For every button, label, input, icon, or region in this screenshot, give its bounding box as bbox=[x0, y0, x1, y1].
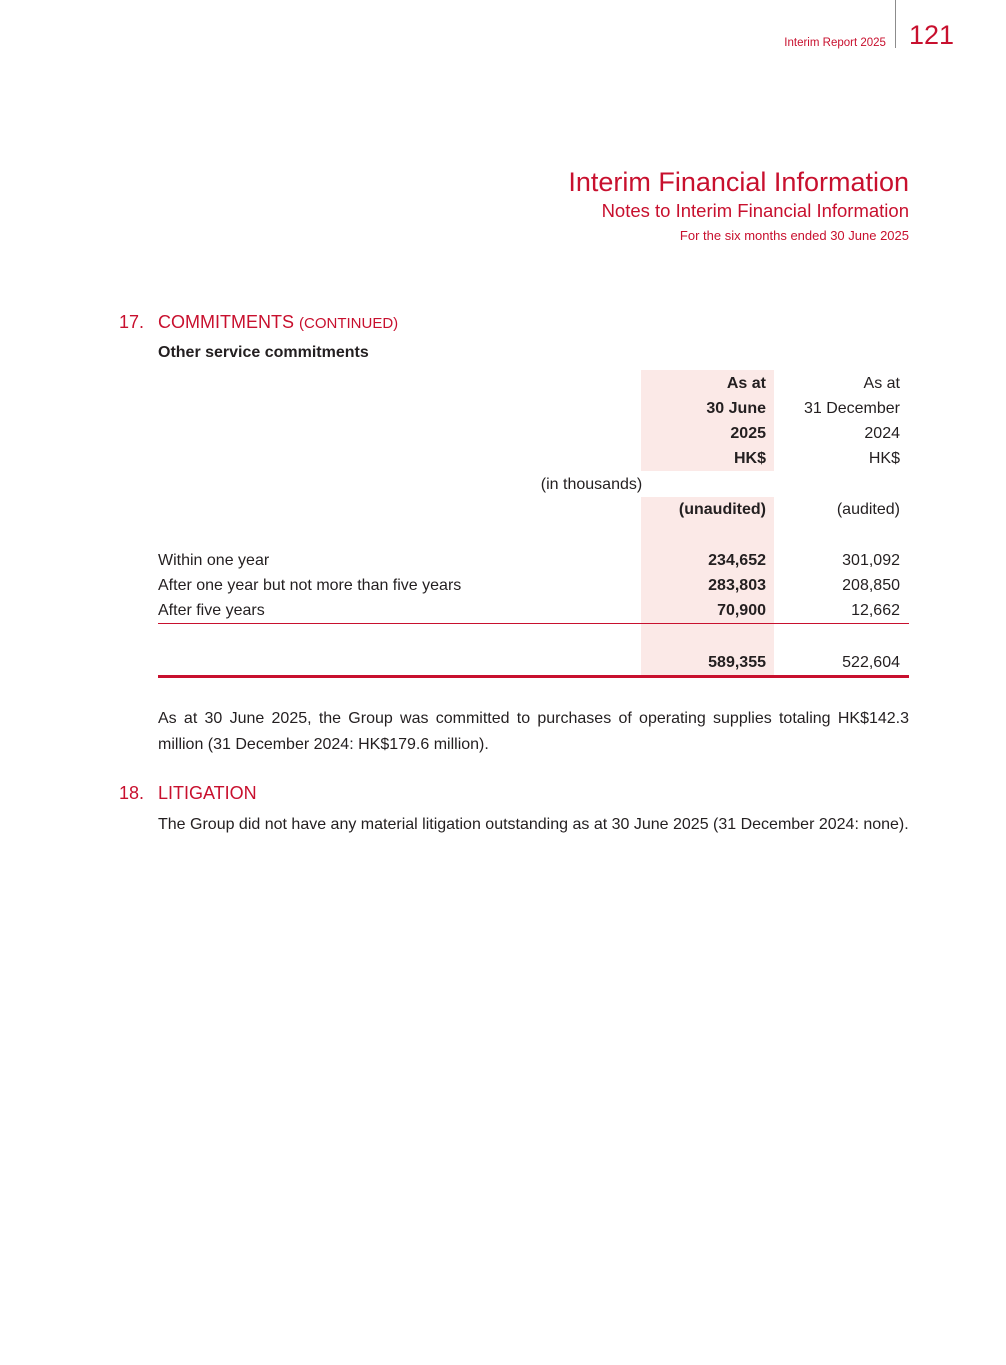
row-current-value: 70,900 bbox=[717, 602, 766, 619]
commitments-table bbox=[158, 370, 909, 680]
row-label: After one year but not more than five years bbox=[158, 577, 462, 594]
total-current-value: 589,355 bbox=[708, 654, 766, 671]
row-prior-value: 12,662 bbox=[851, 602, 900, 619]
row-label: Within one year bbox=[158, 552, 270, 569]
total-prior-value: 522,604 bbox=[842, 654, 900, 671]
note-18-title: LITIGATION bbox=[158, 783, 257, 803]
note-17-title: COMMITMENTS bbox=[158, 312, 294, 332]
note-18-paragraph: The Group did not have any material litigation outstanding as at 30 June 2025 (31 December 2024: none). bbox=[158, 816, 909, 833]
col-current-currency: HK$ bbox=[733, 450, 766, 467]
unit-label: (in thousands) bbox=[540, 476, 643, 493]
col-prior-line1: As at bbox=[863, 375, 900, 392]
row-prior-value: 208,850 bbox=[842, 577, 900, 594]
section-subtitle: Notes to Interim Financial Information bbox=[601, 200, 909, 221]
col-current-line3: 2025 bbox=[730, 425, 766, 442]
col-prior-line3: 2024 bbox=[864, 425, 900, 442]
section-title-block bbox=[568, 166, 909, 245]
note-17-paragraph: As at 30 June 2025, the Group was committed to purchases of operating supplies totaling HK$142.3 million (31 December 2024: HK$179.6 million). bbox=[158, 710, 909, 753]
col-prior-currency: HK$ bbox=[868, 450, 900, 467]
note-17-number: 17. bbox=[119, 312, 145, 332]
row-label: After five years bbox=[158, 602, 265, 619]
col-current-line1: As at bbox=[726, 375, 766, 392]
col-prior-line2: 31 December bbox=[803, 400, 900, 417]
row-prior-value: 301,092 bbox=[842, 552, 900, 569]
col-current-line2: 30 June bbox=[706, 400, 766, 417]
section-period: For the six months ended 30 June 2025 bbox=[679, 228, 909, 243]
page-number: 121 bbox=[908, 20, 954, 50]
total-rule bbox=[158, 675, 909, 678]
note-18-heading bbox=[119, 781, 257, 805]
note-18-number: 18. bbox=[119, 783, 145, 803]
row-current-value: 283,803 bbox=[708, 577, 766, 594]
col-prior-status: (audited) bbox=[836, 501, 900, 518]
note-17-subheading: Other service commitments bbox=[158, 344, 369, 361]
header-divider bbox=[895, 0, 896, 48]
row-current-value: 234,652 bbox=[708, 552, 766, 569]
running-header bbox=[784, 0, 954, 52]
note-17-continued: (CONTINUED) bbox=[299, 315, 399, 332]
col-current-status: (unaudited) bbox=[678, 501, 766, 518]
report-label: Interim Report 2025 bbox=[784, 37, 886, 49]
subtotal-rule bbox=[158, 623, 909, 624]
note-17-heading bbox=[119, 310, 398, 336]
section-title: Interim Financial Information bbox=[568, 167, 909, 197]
